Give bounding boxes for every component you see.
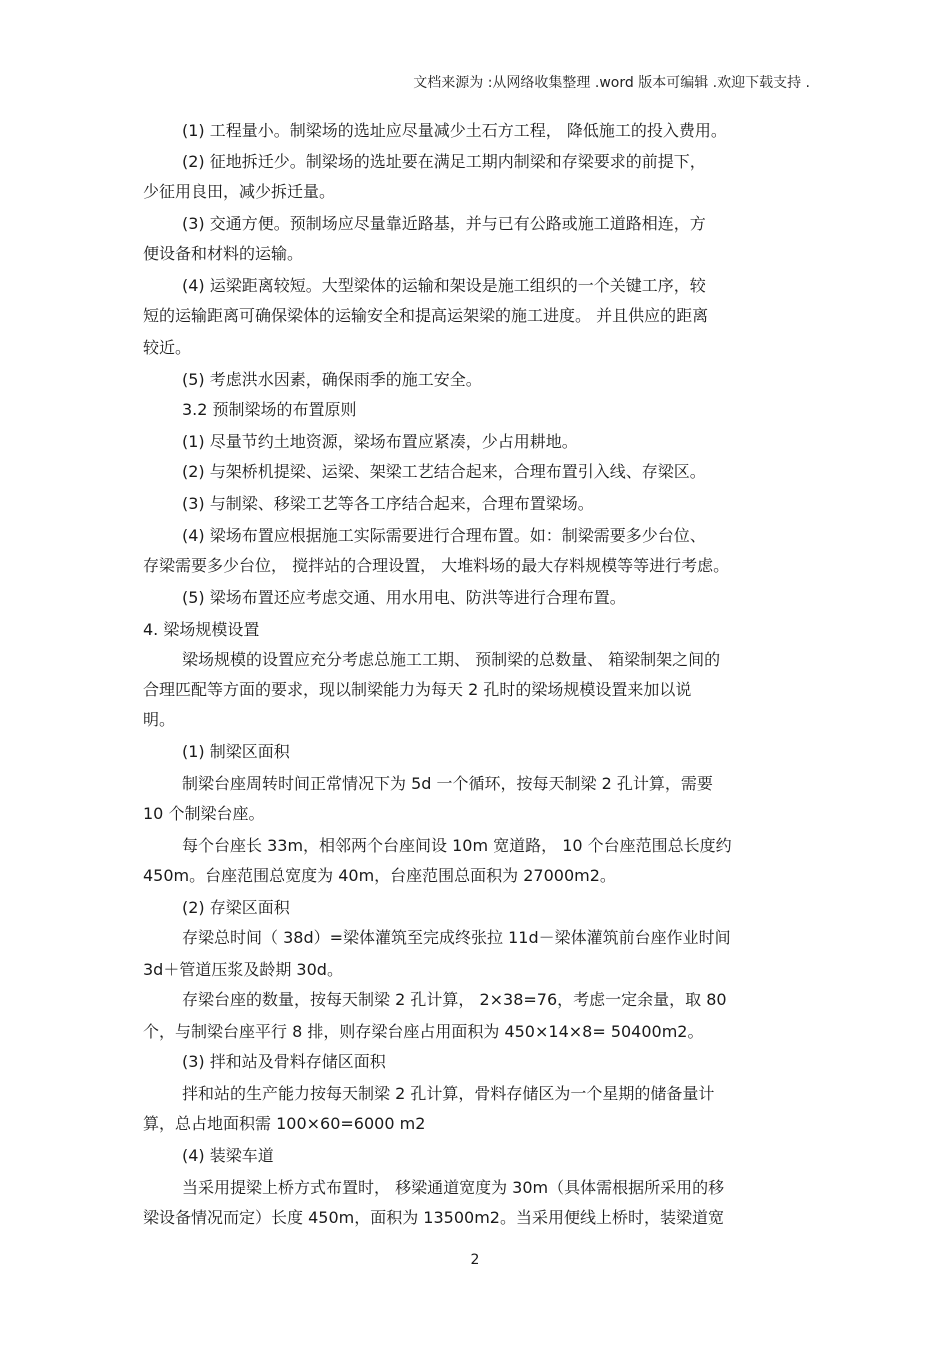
text-line: (4) 梁场布置应根据施工实际需要进行合理布置。如：制梁需要多少台位、 [182,526,706,545]
text-line: 明。 [143,710,176,729]
section-heading: 4. 梁场规模设置 [143,620,260,639]
text-line: 个，与制梁台座平行 8 排，则存梁台座占用面积为 450×14×8= 50400m2。 [143,1022,704,1041]
text-line: (3) 与制梁、移梁工艺等各工序结合起来，合理布置梁场。 [182,494,594,513]
subsection-heading: (3) 拌和站及骨料存储区面积 [182,1052,386,1071]
text-line: 合理匹配等方面的要求，现以制梁能力为每天 2 孔时的梁场规模设置来加以说 [143,680,692,699]
text-line: (2) 与架桥机提梁、运梁、架梁工艺结合起来，合理布置引入线、存梁区。 [182,462,706,481]
subsection-heading: (1) 制梁区面积 [182,742,290,761]
text-line: 每个台座长 33m，相邻两个台座间设 10m 宽道路， 10 个台座范围总长度约 [182,836,732,855]
text-line: 梁设备情况而定）长度 450m，面积为 13500m2。当采用便线上桥时，装梁道宽 [143,1208,724,1227]
text-line: (1) 尽量节约土地资源，梁场布置应紧凑，少占用耕地。 [182,432,578,451]
text-line: 当采用提梁上桥方式布置时， 移梁通道宽度为 30m（具体需根据所采用的移 [182,1178,725,1197]
page-header: 文档来源为 :从网络收集整理 .word 版本可编辑 .欢迎下载支持 . [413,75,810,91]
text-line: 10 个制梁台座。 [143,804,265,823]
text-line: 450m。台座范围总宽度为 40m，台座范围总面积为 27000m2。 [143,866,616,885]
text-line: (3) 交通方便。预制场应尽量靠近路基，并与已有公路或施工道路相连，方 [182,214,706,233]
text-line: 梁场规模的设置应充分考虑总施工工期、 预制梁的总数量、 箱梁制架之间的 [182,650,721,669]
text-line: 便设备和材料的运输。 [143,244,304,263]
text-line: 少征用良田，减少拆迁量。 [143,182,336,201]
page-number: 2 [470,1252,480,1268]
text-line: (5) 考虑洪水因素，确保雨季的施工安全。 [182,370,482,389]
text-line: 存梁需要多少台位， 搅拌站的合理设置， 大堆料场的最大存料规模等等进行考虑。 [143,556,730,575]
text-line: (2) 征地拆迁少。制梁场的选址要在满足工期内制梁和存梁要求的前提下， [182,152,706,171]
text-line: 短的运输距离可确保梁体的运输安全和提高运架梁的施工进度。 并且供应的距离 [143,306,709,325]
text-line: (1) 工程量小。制梁场的选址应尽量减少土石方工程， 降低施工的投入费用。 [182,121,727,140]
text-line: 制梁台座周转时间正常情况下为 5d 一个循环，按每天制梁 2 孔计算，需要 [182,774,713,793]
subsection-heading: (4) 装梁车道 [182,1146,274,1165]
text-line: 存梁总时间（ 38d）=梁体灌筑至完成终张拉 11d－梁体灌筑前台座作业时间 [182,928,731,947]
text-line: (5) 梁场布置还应考虑交通、用水用电、防洪等进行合理布置。 [182,588,626,607]
subsection-heading: (2) 存梁区面积 [182,898,290,917]
text-line: 存梁台座的数量，按每天制梁 2 孔计算， 2×38=76，考虑一定余量，取 80 [182,990,727,1009]
text-line: (4) 运梁距离较短。大型梁体的运输和架设是施工组织的一个关键工序，较 [182,276,706,295]
text-line: 3d＋管道压浆及龄期 30d。 [143,960,343,979]
text-line: 算，总占地面积需 100×60=6000 m2 [143,1114,426,1133]
text-line: 较近。 [143,338,192,357]
text-line: 拌和站的生产能力按每天制梁 2 孔计算，骨料存储区为一个星期的储备量计 [182,1084,715,1103]
section-heading: 3.2 预制梁场的布置原则 [182,400,357,419]
